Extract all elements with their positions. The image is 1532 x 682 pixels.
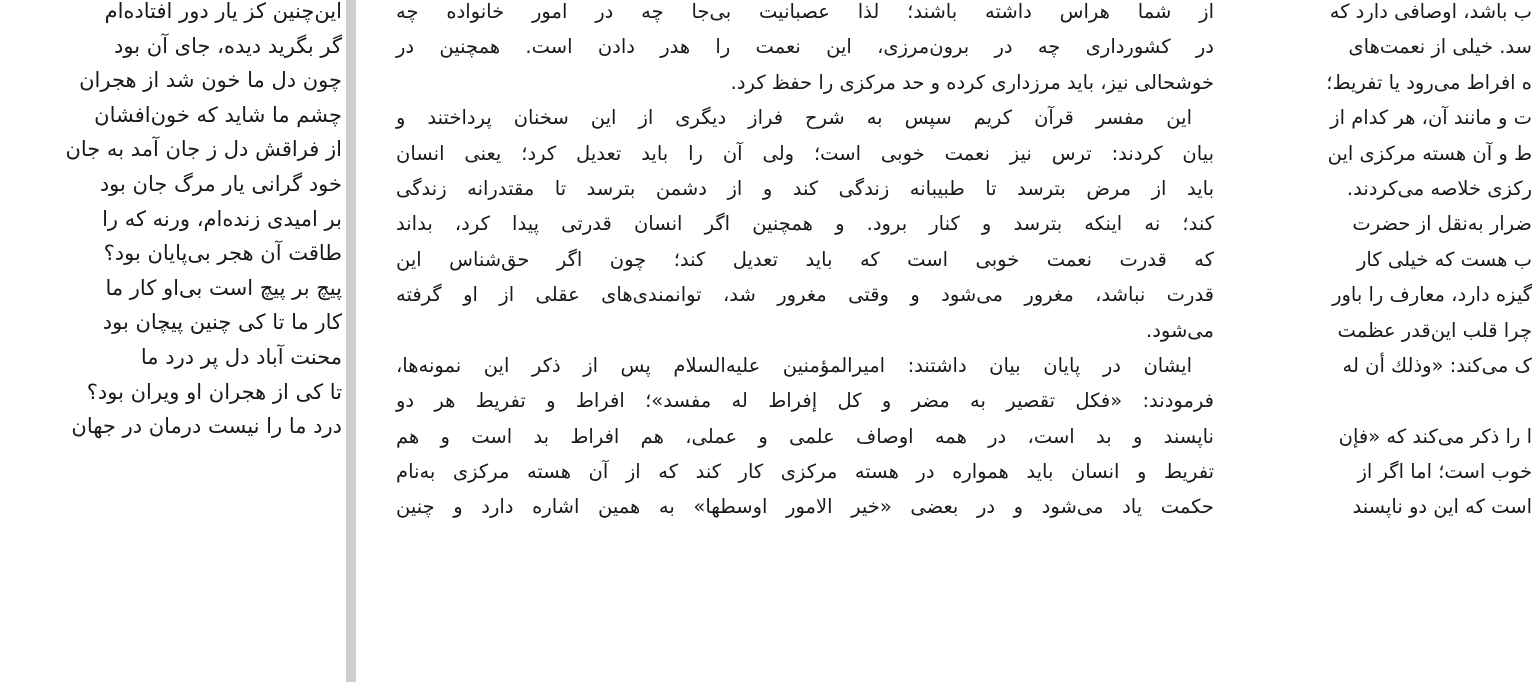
article-line: بیان کردند: ترس نیز نعمت خوبی است؛ ولی آن را باید تعدیل کرد؛ یعنی انسان bbox=[396, 141, 1214, 165]
article-line: خوشحالی نیز، باید مرزداری کرده و حد مرکزی را حفظ کرد. bbox=[730, 70, 1214, 94]
poem-line: بر امیدی زنده‌ام، ورنه که را bbox=[102, 206, 342, 231]
right-article-line: ب هست که خیلی کار bbox=[1356, 247, 1532, 271]
poem-lines bbox=[0, 0, 346, 444]
poem-line: طاقت آن هجر بی‌پایان بود؟ bbox=[103, 241, 342, 266]
article-line: می‌شود. bbox=[1146, 318, 1214, 342]
poem-line: گر بگرید دیده، جای آن بود bbox=[114, 33, 342, 58]
article-line: این مفسر قرآن کریم سپس به شرح فراز دیگری از این سخنان پرداختند و bbox=[396, 106, 1192, 130]
poem-line: از فراقش دل ز جان آمد به جان bbox=[65, 137, 342, 162]
poem-column bbox=[0, 0, 346, 682]
poem-line: چون دل ما خون شد از هجران bbox=[79, 68, 342, 93]
right-article-column bbox=[1232, 0, 1532, 682]
poem-line: محنت آباد دل پر درد ما bbox=[140, 344, 342, 369]
poem-line: کار ما تا کی چنین پیچان بود bbox=[102, 310, 342, 335]
article-line: که قدرت نعمت خوبی است که باید تعدیل کند؛ چون اگر حق‌شناس این bbox=[396, 247, 1214, 271]
article-line: باید از مرض بترسد تا طبیبانه زندگی کند و از دشمن بترسد تا مقتدرانه زندگی bbox=[396, 176, 1214, 200]
right-article-line: گیزه دارد، معارف را باور bbox=[1332, 283, 1532, 307]
right-article-line: رکزی خلاصه می‌کردند. bbox=[1346, 176, 1532, 200]
poem-line: پیچ بر پیچ است بی‌او کار ما bbox=[105, 275, 342, 300]
right-article-line: ه افراط می‌رود یا تفریط؛ bbox=[1326, 70, 1532, 94]
right-article-line: ب باشد، اوصافی دارد که bbox=[1329, 0, 1532, 23]
article-body bbox=[396, 0, 1214, 525]
right-article-line: ت و مانند آن، هر کدام از bbox=[1330, 106, 1532, 130]
article-line: قدرت نباشد، مغرور می‌شود و وقتی مغرور شد، توانمندی‌های عقلی از او گرفته bbox=[396, 283, 1214, 307]
article-line: فرمودند: «فکل تقصیر به مضر و کل إفراط له مفسد»؛ افراط و تفریط هر دو bbox=[396, 389, 1214, 413]
article-line: ایشان در پایان بیان داشتند: امیرالمؤمنین علیه‌السلام پس از ذکر این نمونه‌ها، bbox=[396, 353, 1192, 377]
right-article-line: خوب است؛ اما اگر از bbox=[1357, 460, 1532, 484]
right-article-line: ا را ذکر می‌کند که «فإن bbox=[1338, 424, 1532, 448]
article-line: در کشورداری چه در برون‌مرزی، این نعمت را هدر دادن است. همچنین در bbox=[396, 35, 1214, 59]
right-article-line: ضرار به‌نقل از حضرت bbox=[1352, 212, 1532, 236]
right-article-body bbox=[1232, 0, 1532, 525]
article-line: از شما هراس داشته باشند؛ لذا عصبانیت بی‌جا چه در امور خانواده چه bbox=[396, 0, 1214, 23]
column-divider bbox=[346, 0, 356, 682]
poem-line: تا کی از هجران او ویران بود؟ bbox=[86, 379, 342, 404]
poem-line: این‌چنین کز یار دور افتاده‌ام bbox=[104, 0, 342, 23]
article-line: کند؛ نه اینکه بترسد و کنار برود. و همچنین اگر انسان قدرتی پیدا کرد، بداند bbox=[396, 212, 1214, 236]
right-article-line: ط و آن هسته مرکزی این bbox=[1327, 141, 1532, 165]
right-article-blank-line bbox=[1232, 383, 1532, 418]
right-article-line: است که این دو ناپسند bbox=[1352, 495, 1532, 519]
right-article-line: سد. خیلی از نعمت‌های bbox=[1348, 35, 1532, 59]
main-article-column bbox=[396, 0, 1214, 682]
poem-line: خود گرانی یار مرگ جان بود bbox=[99, 171, 342, 196]
poem-line: چشم ما شاید که خون‌افشان bbox=[94, 102, 342, 127]
article-line: تفریط و انسان باید همواره در هسته مرکزی کار کند که از آن هسته مرکزی به‌نام bbox=[396, 460, 1214, 484]
article-line: ناپسند و بد است، در همه اوصاف علمی و عملی، هم افراط بد است و هم bbox=[396, 424, 1214, 448]
poem-line: درد ما را نیست درمان در جهان bbox=[71, 414, 342, 439]
right-article-line: چرا قلب این‌قدر عظمت bbox=[1337, 318, 1532, 342]
right-article-line: ک می‌کند: «وذلك أن له bbox=[1342, 353, 1532, 377]
article-line: حکمت یاد می‌شود و در بعضی «خیر الامور اوسطها» به همین اشاره دارد و چنین bbox=[396, 495, 1214, 519]
